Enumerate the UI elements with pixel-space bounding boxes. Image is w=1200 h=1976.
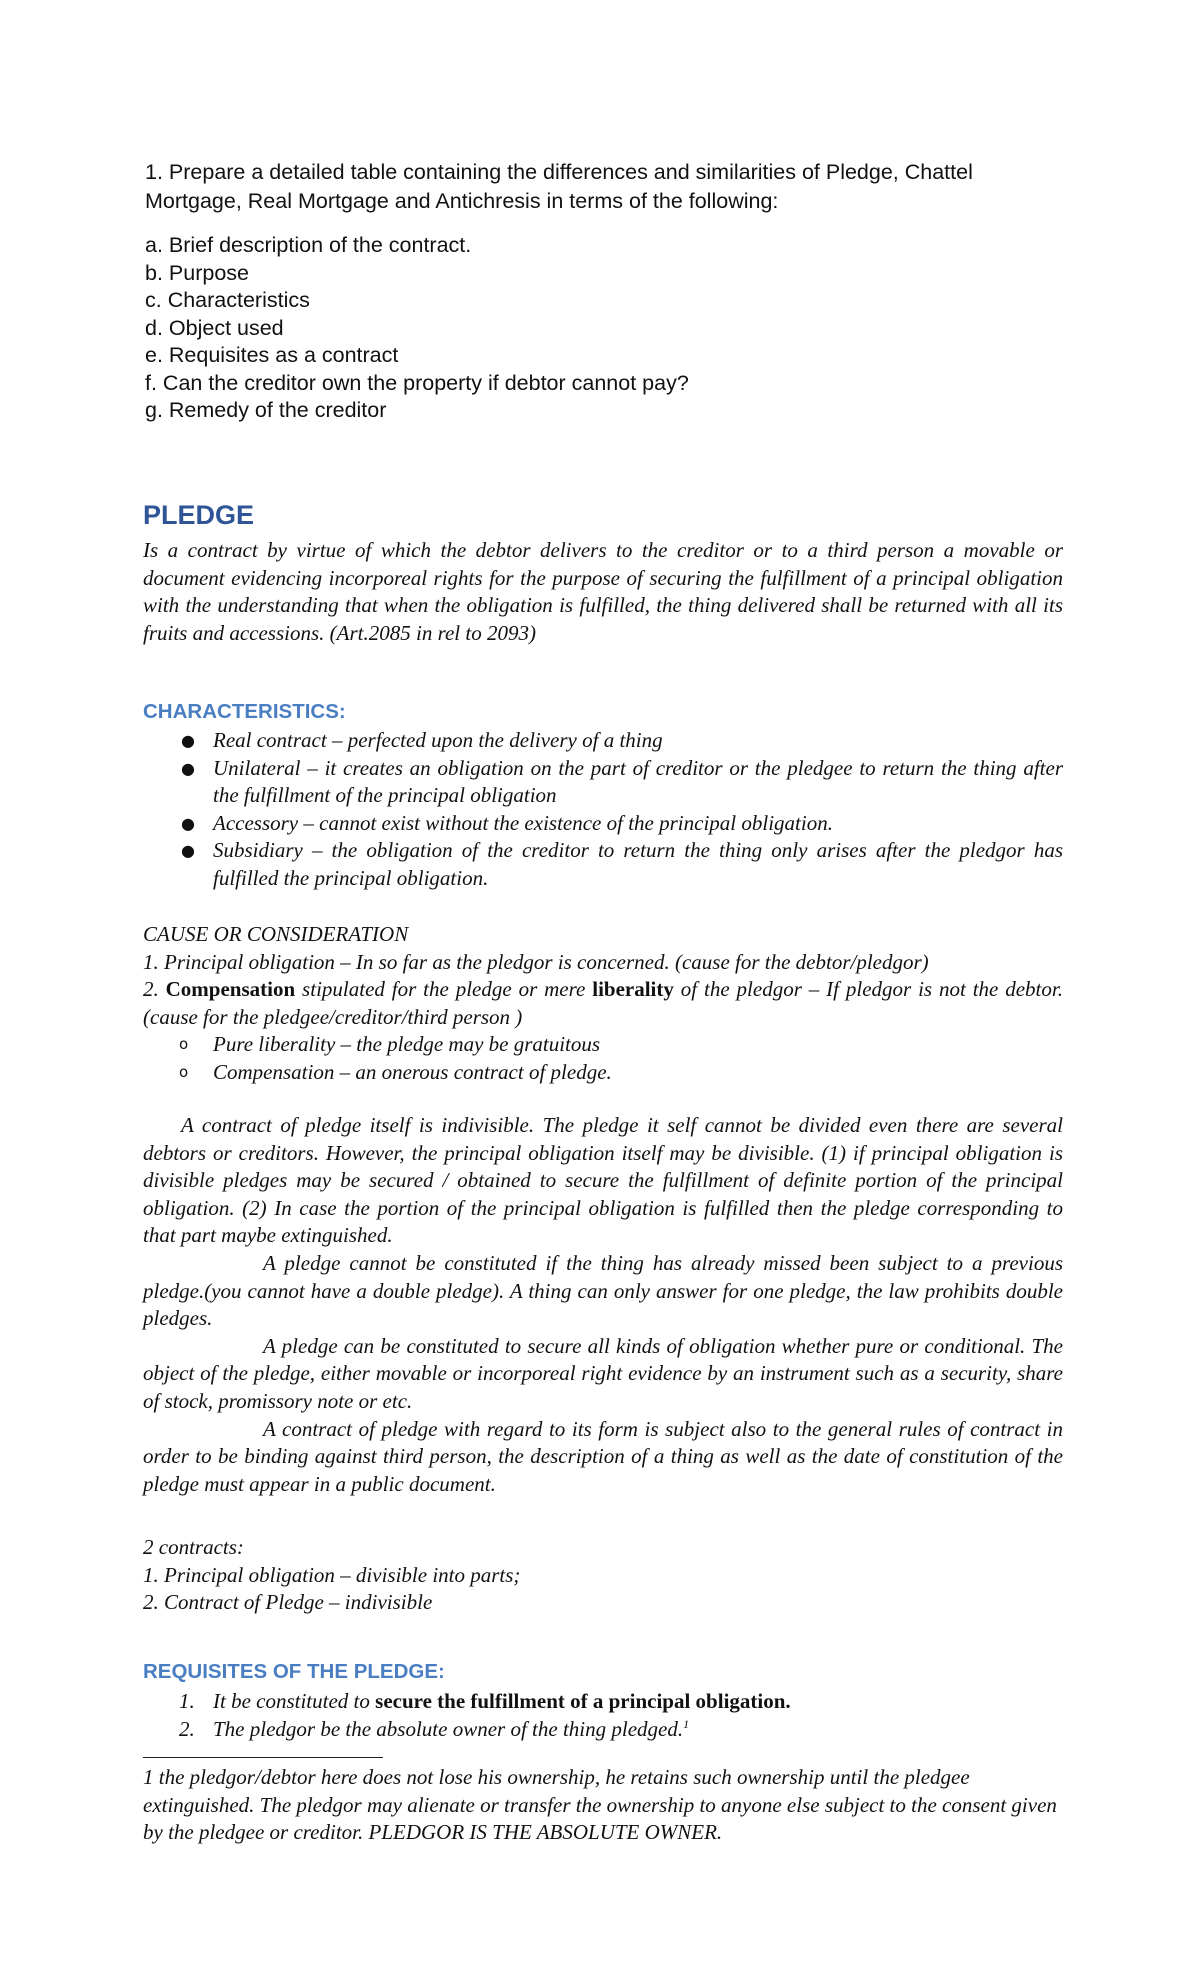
cause-section (143, 921, 1063, 1087)
cause-heading: CAUSE OR CONSIDERATION (143, 922, 409, 946)
list-item: o Pure liberality – the pledge may be gratuitous (143, 1031, 1063, 1059)
cause-item-1: 1. Principal obligation – In so far as the pledgor is concerned. (cause for the debtor/pledgor) (143, 949, 929, 974)
circle-bullet-icon: o (179, 1062, 189, 1081)
list-item: ● Accessory – cannot exist without the existence of the principal obligation. (143, 810, 1063, 838)
list-item: e. Requisites as a contract (145, 343, 399, 367)
paragraph: A contract of pledge itself is indivisible. The pledge it self cannot be divided even there are several debtors or creditors. However, the principal obligation itself may be divisible. (1) if principal obligation is divisible pledges may be secured / obtained to secure the fulfillment of definite portion of the principal obligation. (2) In case the portion of the principal obligation is fulfilled then the pledge corresponding to that part maybe extinguished. (143, 1113, 1063, 1248)
list-item: b. Purpose (145, 260, 249, 285)
list-item: 2. Contract of Pledge – indivisible (143, 1590, 433, 1615)
two-contracts-section (143, 1534, 1063, 1617)
paragraph: A pledge can be constituted to secure all kinds of obligation whether pure or conditional. The object of the pledge, either movable or incorporeal right evidence by an instrument such as a security, share of stock, promissory note or etc. (143, 1333, 1063, 1413)
footnote: 1 the pledgor/debtor here does not lose his ownership, he retains such ownership until the pledgee extinguished. The pledgor may alienate or transfer the ownership to anyone else subject to the consent given by the pledgee or creditor. PLEDGOR IS THE ABSOLUTE OWNER. (143, 1765, 1057, 1845)
two-contracts-heading: 2 contracts: (143, 1535, 244, 1559)
list-item: 1. Principal obligation – divisible into parts; (143, 1562, 521, 1587)
question-items (145, 232, 1065, 425)
pledge-definition: Is a contract by virtue of which the debtor delivers to the creditor or to a third person a movable or document evidencing incorporeal rights for the purpose of securing the fulfillment of a principal obligation with the understanding that when the obligation is fulfilled, the thing delivered shall be returned with all its fruits and accessions. (Art.2085 in rel to 2093) (143, 538, 1063, 645)
list-item: a. Brief description of the contract. (145, 233, 472, 257)
list-item: 1. It be constituted to secure the fulfillment of a principal obligation. (179, 1689, 791, 1713)
circle-bullet-icon: o (179, 1035, 189, 1054)
body-paragraphs (143, 1112, 1063, 1498)
cause-item-2: 2. Compensation stipulated for the pledge or mere liberality of the pledgor – If pledgor is not the debtor. (cause for the pledgee/creditor/third person ) (143, 977, 1063, 1029)
list-item: c. Characteristics (145, 288, 310, 312)
characteristics-heading: CHARACTERISTICS: (143, 700, 346, 723)
bullet-icon: ● (181, 841, 195, 861)
footnote-separator (143, 1757, 383, 1758)
bullet-icon: ● (181, 813, 195, 833)
list-item: d. Object used (145, 315, 284, 340)
list-item: o Compensation – an onerous contract of pledge. (143, 1059, 1063, 1087)
paragraph: A pledge cannot be constituted if the thing has already missed been subject to a previous pledge.(you cannot have a double pledge). A thing can only answer for one pledge, the law prohibits double pledges. (143, 1250, 1063, 1331)
paragraph: A contract of pledge with regard to its form is subject also to the general rules of contract in order to be binding against third person, the description of a thing as well as the date of constitution of the pledge must appear in a public document. (143, 1416, 1063, 1496)
list-item: 2. The pledgor be the absolute owner of the thing pledged.$^1$ (179, 1716, 690, 1741)
list-item: ● Subsidiary – the obligation of the creditor to return the thing only arises after the pledgor has fulfilled the principal obligation. (181, 838, 1063, 890)
requisites-heading: REQUISITES OF THE PLEDGE: (143, 1660, 445, 1683)
list-item: g. Remedy of the creditor (145, 398, 387, 422)
footnote-ref: 1 (683, 1716, 690, 1731)
bullet-icon: ● (181, 731, 195, 750)
question-text: 1. Prepare a detailed table containing the differences and similarities of Pledge, Chattel Mortgage, Real Mortgage and Antichresis in terms of the following: (145, 160, 973, 213)
list-item: ● Unilateral – it creates an obligation on the part of creditor or the pledgee to return the thing after the fulfillment of the principal obligation (181, 755, 1063, 808)
pledge-heading: PLEDGE (143, 500, 255, 530)
characteristics-list (143, 727, 1063, 893)
requisites-list (143, 1688, 1063, 1743)
bullet-icon: ● (181, 758, 195, 778)
list-item: ● Real contract – perfected upon the delivery of a thing (143, 727, 1063, 755)
list-item: f. Can the creditor own the property if debtor cannot pay? (145, 370, 689, 395)
